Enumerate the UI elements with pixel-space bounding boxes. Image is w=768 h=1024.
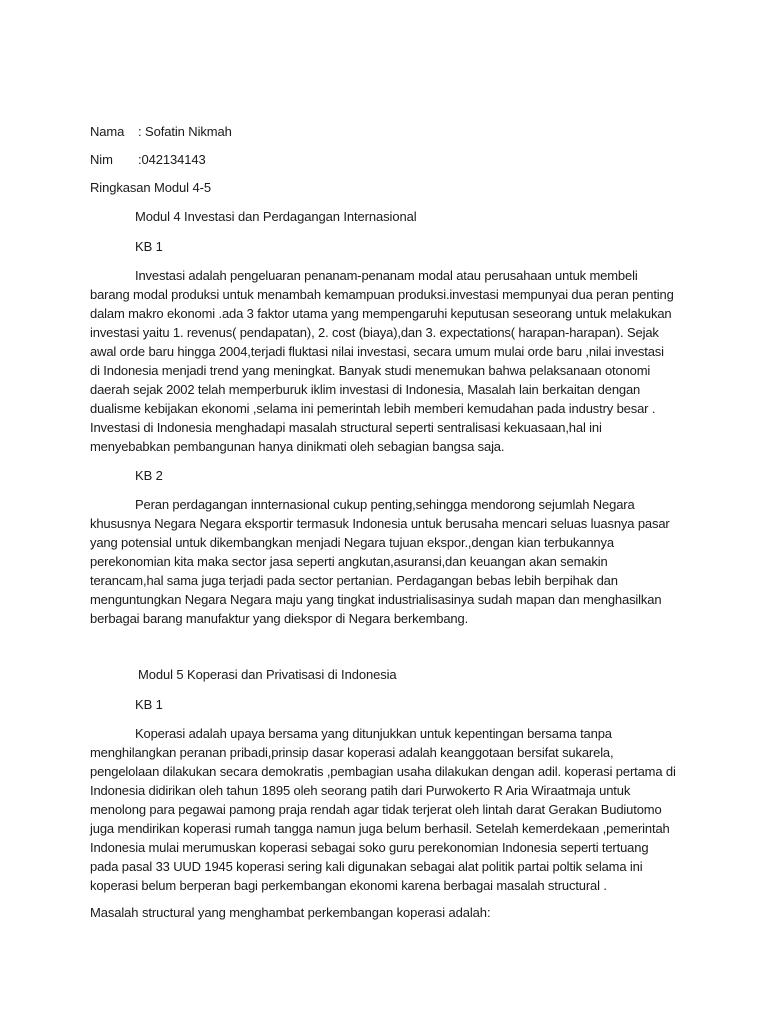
paragraph-line: menolong para pegawai pamong praja rendah agar tidak terjerat oleh lintah darat Gerakan Budiutomo: [90, 802, 662, 817]
nim-label: Nim: [90, 152, 113, 167]
paragraph-line: menguntungkan Negara Negara maju yang tingkat industrialisasinya sudah mapan dan menghasilkan: [90, 592, 662, 607]
paragraph-line: di Indonesia menjadi trend yang meningkat. Banyak studi menemukan bahwa pelaksanaan otonomi: [90, 363, 651, 378]
paragraph-line: awal orde baru hingga 2004,terjadi fluktasi nilai investasi, secara umum mulai orde baru ,nilai investasi: [90, 344, 664, 359]
name-row: [90, 123, 232, 141]
summary-title: Ringkasan Modul 4-5: [90, 180, 211, 195]
paragraph-line: berbagai barang manufaktur yang diekspor di Negara berkembang.: [90, 611, 469, 626]
nim-value: :042134143: [138, 152, 206, 167]
modul5-closing: Masalah structural yang menghambat perkembangan koperasi adalah:: [90, 905, 491, 920]
nim-row: [90, 151, 206, 169]
paragraph-line: barang modal produksi untuk menambah kemampuan produksi.investasi mempunyai dua peran penting: [90, 287, 674, 302]
paragraph-line: pada pasal 33 UUD 1945 koperasi sering kali digunakan sebagai alat politik partai poltik selama ini: [90, 859, 643, 874]
paragraph-line: khususnya Negara Negara eksportir termasuk Indonesia untuk berusaha mencari seluas luasnya pasar: [90, 516, 670, 531]
modul5-kb1-heading: KB 1: [135, 697, 163, 712]
paragraph-line: menyebabkan pembangunan hanya dinikmati oleh sebagian bangsa saja.: [90, 439, 505, 454]
paragraph-line: investasi yaitu 1. revenus( pendapatan), 2. cost (biaya),dan 3. expectations( harapan-harapan). Sejak: [90, 325, 659, 340]
paragraph-line: dalam makro ekonomi .ada 3 faktor utama yang mempengaruhi keputusan seseorang untuk melakukan: [90, 306, 672, 321]
paragraph-line: koperasi belum berperan bagi perkembangan ekonomi karena berbagai masalah structural .: [90, 878, 607, 893]
paragraph-line: Koperasi adalah upaya bersama yang ditunjukkan untuk kepentingan bersama tanpa: [135, 726, 612, 741]
paragraph-line: menghilangkan peranan pribadi,prinsip dasar koperasi adalah keanggotaan bersifat sukarela,: [90, 745, 614, 760]
paragraph-line: perekonomian kita maka sector jasa seperti angkutan,asuransi,dan keuangan akan semakin: [90, 554, 608, 569]
paragraph-line: Investasi adalah pengeluaran penanam-penanam modal atau perusahaan untuk membeli: [135, 268, 638, 283]
paragraph-line: dualisme kebijakan ekonomi ,selama ini pemerintah lebih memberi kemudahan pada industry besar .: [90, 401, 656, 416]
paragraph-line: Indonesia didirikan oleh tahun 1895 oleh seorang patih dari Purwokerto R Aria Wiraatmaja untuk: [90, 783, 631, 798]
modul4-kb1-heading: KB 1: [135, 239, 163, 254]
modul5-kb1-paragraph: [90, 724, 680, 895]
paragraph-line: daerah sejak 2002 telah memperburuk iklim investasi di Indonesia, Masalah lain berkaitan dengan: [90, 382, 641, 397]
name-label: Nama: [90, 124, 125, 139]
paragraph-line: pengelolaan dilakukan secara demokratis ,pembagian usaha dilakukan dengan adil. koperasi pertama di: [90, 764, 676, 779]
paragraph-line: Investasi di Indonesia menghadapi masalah structural seperti sentralisasi kekuasaan,hal ini: [90, 420, 602, 435]
modul4-kb1-paragraph: [90, 266, 680, 456]
modul4-title: Modul 4 Investasi dan Perdagangan Internasional: [135, 209, 417, 224]
paragraph-line: terancam,hal sama juga terjadi pada sector pertanian. Perdagangan bebas lebih berpihak dan: [90, 573, 618, 588]
modul5-title: Modul 5 Koperasi dan Privatisasi di Indonesia: [138, 667, 397, 682]
name-value: : Sofatin Nikmah: [138, 124, 232, 139]
modul4-kb2-heading: KB 2: [135, 468, 163, 483]
paragraph-line: Peran perdagangan innternasional cukup penting,sehingga mendorong sejumlah Negara: [135, 497, 635, 512]
modul4-kb2-paragraph: [90, 495, 680, 628]
paragraph-line: juga mendirikan koperasi rumah tangga namun juga belum berhasil. Setelah kemerdekaan ,pemerintah: [90, 821, 670, 836]
paragraph-line: yang potensial untuk dikembangkan menjadi Negara tujuan ekspor.,dengan kian terbukannya: [90, 535, 614, 550]
paragraph-line: Indonesia mulai merumuskan koperasi sebagai soko guru perekonomian Indonesia seperti tertuang: [90, 840, 649, 855]
